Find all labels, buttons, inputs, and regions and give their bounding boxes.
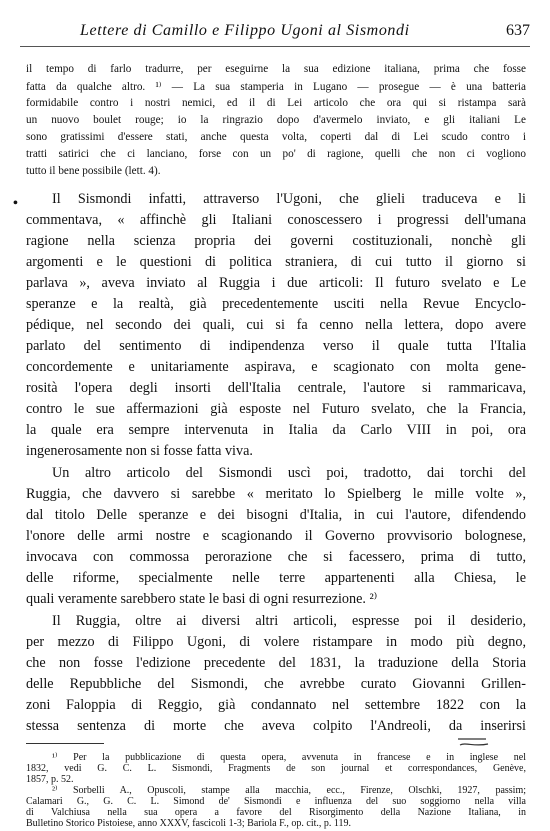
body-line: ingenerosamente non si fosse fatta viva. (26, 443, 253, 459)
pencil-mark (456, 736, 490, 748)
body-line: commentava, « affinchè gli Italiani conoscessero i progressi dell'umana (26, 212, 526, 228)
quote-line: tratti satirici che ci lanciano, forse con un po' di ragione, quelli che non ci vogliono (26, 148, 526, 160)
body-line: concordemente e unitariamente aspirava, e scagionato con molta gene- (26, 359, 526, 375)
body-line: delle riforme, specialmente nelle terre appartenenti alla Chiesa, le (26, 570, 526, 586)
running-title: Lettere di Camillo e Filippo Ugoni al Sismondi (80, 22, 410, 39)
quote-line: tutto il bene possibile (lett. 4). (26, 165, 161, 177)
footnote-line: di Valchiusa nella sua opera a favore del Risorgimento della Nazione Italiana, in (26, 807, 526, 818)
quote-line: fatta da qualche altro. ¹⁾ — La sua stamperia in Lugano — prosegue — è una batteria (26, 81, 526, 93)
body-line: stessa sentenza di morte che aveva colpito l'Andreoli, da inserirsi (26, 718, 526, 734)
body-line: parlato del sentimento di indipendenza verso il quale tutta l'Italia (26, 338, 526, 354)
footnote-line: 1832, vedi G. C. L. Sismondi, Fragments de son journal et correspondances, Genève, (26, 763, 526, 774)
body-line: dal titolo Delle speranze e dei bisogni d'Italia, in cui l'autore, difendendo (26, 507, 526, 523)
quote-line: il tempo di farlo tradurre, per eseguirne la sua edizione italiana, prima che fosse (26, 63, 526, 75)
page-number: 637 (506, 22, 530, 39)
body-line: per mezzo di Filippo Ugoni, di volere ristampare in modo più degno, (26, 634, 526, 650)
body-line: Ruggia, che davvero si sarebbe « meritato lo Spielberg le mille volte », (26, 486, 526, 502)
header-rule (20, 46, 530, 47)
body-line: pédique, nel secondo dei quali, cui si fa cenno nella lettera, dopo avere (26, 317, 526, 333)
footnote-line: ¹⁾ Per la pubblicazione di questa opera, avvenuta in francese e in inglese nel (52, 752, 526, 763)
margin-mark: • (13, 196, 18, 211)
body-line: delle Repubbliche del Sismondi, che avrebbe curato Giovanni Grillen- (26, 676, 526, 692)
body-line: ragione nella scienza propria dei governi costituzionali, nonchè gli (26, 233, 526, 249)
footnote-line: Bulletino Storico Pistoiese, anno XXXV, fascicoli 1-3; Bariola F., op. cit., p. 119. (26, 818, 351, 829)
quote-line: un nuovo boulet rouge; io la ringrazio dopo d'avermelo inviato, e gli italiani Le (26, 114, 526, 126)
body-line: rosità l'opera degli insorti dell'Italia centrale, l'autore si rammaricava, (26, 380, 526, 396)
body-line: speranze e la realtà, già precedentemente usciti nella Revue Encyclo- (26, 296, 526, 312)
body-line: la quale era sempre intervenuta in Italia da Carlo VIII in poi, ora (26, 422, 526, 438)
running-header (80, 22, 530, 42)
quote-line: sono gratissimi d'essere stati, anche questa volta, coperti dal di Lei scudo contro i (26, 131, 526, 143)
footnote-line: 1857, p. 52. (26, 774, 74, 785)
body-line: contro le sue affermazioni già esposte nel Futuro svelato, che la Francia, (26, 401, 526, 417)
footnote-line: ²⁾ Sorbelli A., Opuscoli, stampe alla macchia, ecc., Firenze, Olschki, 1927, passim; (52, 785, 526, 796)
body-line: Un altro articolo del Sismondi uscì poi, tradotto, dai torchi del (52, 465, 526, 481)
body-line: zoni Faloppia di Reggio, già condannato nel settembre 1822 con la (26, 697, 526, 713)
body-line: argomenti e le questioni di politica straniera, di cui tutto il giorno si (26, 254, 526, 270)
body-line: che non fosse l'edizione precedente del 1831, la traduzione della Storia (26, 655, 526, 671)
quote-line: formidabile contro i nostri nemici, ed il di Lei articolo che ora qui si ristampa sarà (26, 97, 526, 109)
footnote-line: Calamari G., G. C. L. Simond de' Sismondi e influenza del suo soggiorno nella villa (26, 796, 526, 807)
body-line: invocava con commossa perorazione che si facessero, prima di tutto, (26, 549, 526, 565)
body-line: l'onore delle armi nostre e scagionando il Governo provvisorio bolognese, (26, 528, 526, 544)
body-line: quali veramente sarebbero state le basi di ogni resurrezione. ²⁾ (26, 591, 378, 607)
footnote-rule (26, 743, 104, 744)
body-line: Il Ruggia, oltre ai diversi altri articoli, espresse poi il desiderio, (52, 613, 526, 629)
body-line: Il Sismondi infatti, attraverso l'Ugoni, che glieli traduceva e li (52, 191, 526, 207)
body-line: parlava », aveva inviato al Ruggia i due articoli: Il futuro svelato e Le (26, 275, 526, 291)
